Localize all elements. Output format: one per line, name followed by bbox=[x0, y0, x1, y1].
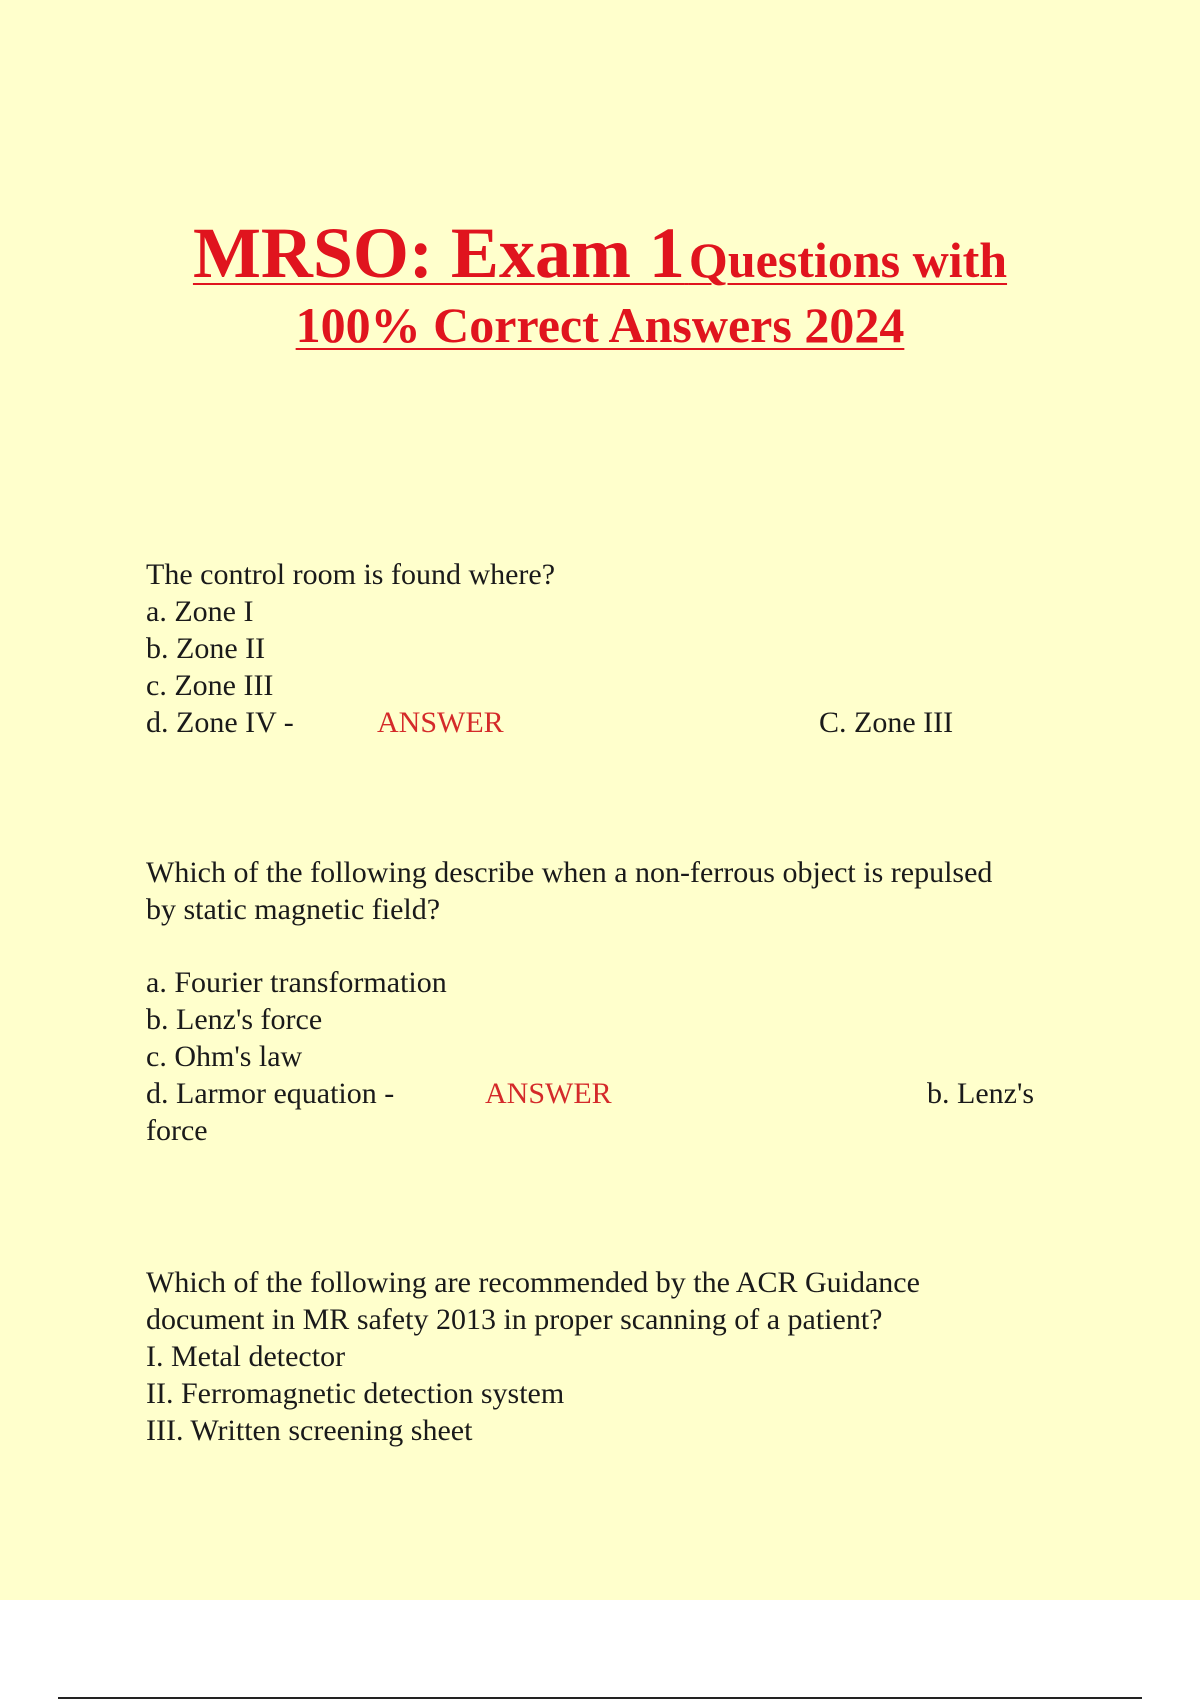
question-2-answer-part-2: force bbox=[146, 1114, 208, 1147]
question-1-prompt: The control room is found where? bbox=[146, 558, 556, 591]
question-1-option-b: b. Zone II bbox=[146, 632, 266, 665]
question-2-option-a: a. Fourier transformation bbox=[146, 966, 447, 999]
question-3-option-3: III. Written screening sheet bbox=[146, 1414, 473, 1447]
question-2-prompt-line-1: Which of the following describe when a non-ferrous object is repulsed bbox=[146, 856, 993, 889]
question-3-option-2: II. Ferromagnetic detection system bbox=[146, 1377, 565, 1410]
question-1-option-d: d. Zone IV - bbox=[146, 706, 294, 739]
title-main: MRSO: Exam 1 bbox=[192, 213, 685, 293]
question-1-answer: C. Zone III bbox=[819, 706, 954, 739]
question-1-answer-label: ANSWER bbox=[377, 706, 504, 739]
question-3-prompt-line-2: document in MR safety 2013 in proper scanning of a patient? bbox=[146, 1303, 883, 1336]
question-2-answer-part-1: b. Lenz's bbox=[927, 1077, 1035, 1110]
question-2-prompt-line-2: by static magnetic field? bbox=[146, 893, 441, 926]
footer-divider bbox=[58, 1697, 1142, 1699]
question-2-option-c: c. Ohm's law bbox=[146, 1040, 303, 1073]
question-2-option-b: b. Lenz's force bbox=[146, 1003, 323, 1036]
document-title-line-1 bbox=[0, 212, 1200, 295]
question-1-option-c: c. Zone III bbox=[146, 669, 274, 702]
question-2-option-d: d. Larmor equation - bbox=[146, 1077, 395, 1110]
question-3-option-1: I. Metal detector bbox=[146, 1340, 346, 1373]
document-title-line-2: 100% Correct Answers 2024 bbox=[295, 297, 905, 353]
question-2-answer-label: ANSWER bbox=[485, 1077, 612, 1110]
question-3-prompt-line-1: Which of the following are recommended by the ACR Guidance bbox=[146, 1266, 920, 1299]
title-subtitle: Questions with bbox=[688, 232, 1008, 288]
question-1-option-a: a. Zone I bbox=[146, 595, 254, 628]
